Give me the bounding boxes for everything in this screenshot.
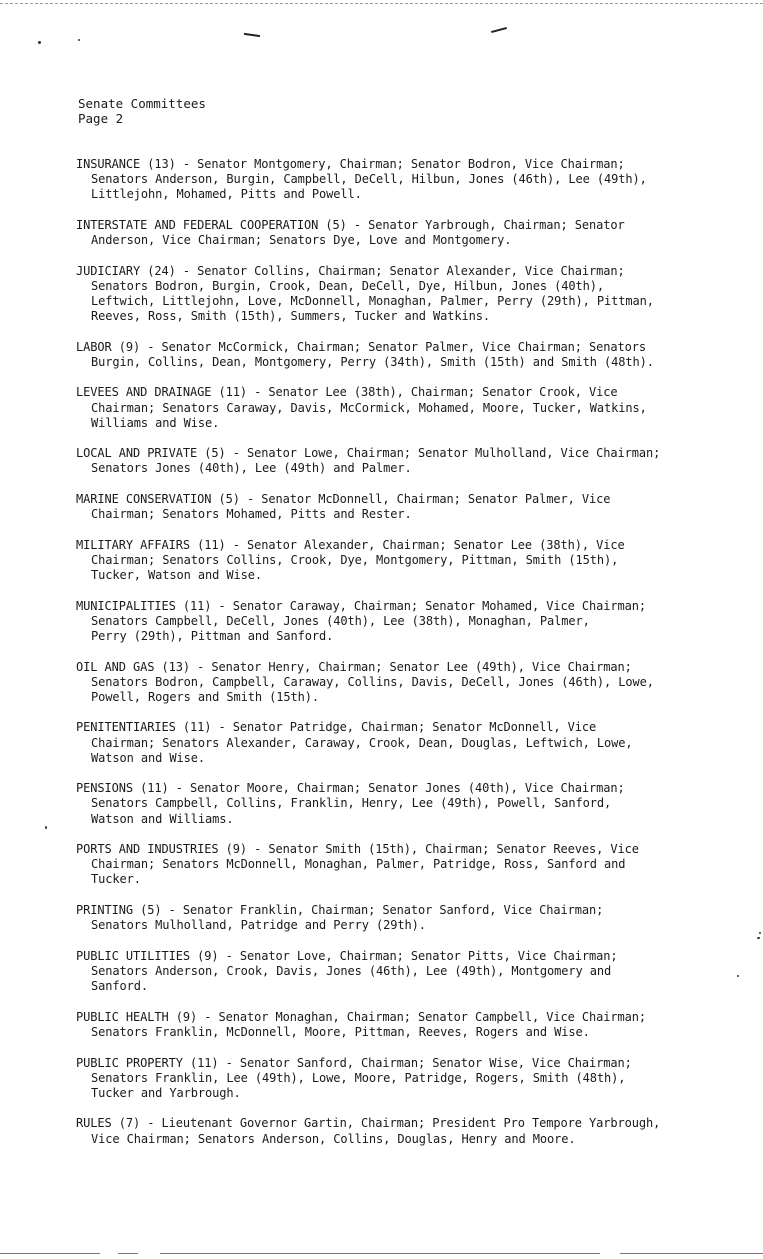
committee-entry: PUBLIC UTILITIES (9) - Senator Love, Chairman; Senator Pitts, Vice Chairman; Senators Anderson, Crook, Davis, Jones (46th), Lee (49th), Montgomery and Sanford. — [76, 948, 618, 994]
bottom-edge-line — [620, 1253, 763, 1254]
committee-entry: PORTS AND INDUSTRIES (9) - Senator Smith (15th), Chairman; Senator Reeves, Vice Chairman; Senators McDonnell, Monaghan, Palmer, Patridge, Ross, Sanford and Tucker. — [76, 842, 639, 887]
committee-entry: JUDICIARY (24) - Senator Collins, Chairman; Senator Alexander, Vice Chairman; Senators Bodron, Burgin, Crook, Dean, DeCell, Dye, Hilbun, Jones (40th), Leftwich, Littlejohn, Love, McDonnell, Monaghan, Palmer, Perry (29th), Pittman, Reeves, Ross, Smith (15th), Summers, Tucker and Watkins. — [76, 263, 654, 323]
scan-dot — [759, 932, 761, 934]
committee-entry: LABOR (9) - Senator McCormick, Chairman; Senator Palmer, Vice Chairman; Senators Burgin, Collins, Dean, Montgomery, Perry (34th), Smith (15th) and Smith (48th). — [76, 339, 654, 369]
committee-list — [76, 157, 696, 1162]
scan-dot — [38, 41, 41, 44]
committee-entry: MARINE CONSERVATION (5) - Senator McDonnell, Chairman; Senator Palmer, Vice Chairman; Senators Mohamed, Pitts and Rester. — [76, 492, 611, 522]
committee-entry: PUBLIC HEALTH (9) - Senator Monaghan, Chairman; Senator Campbell, Vice Chairman; Senators Franklin, McDonnell, Moore, Pittman, Reeves, Rogers and Wise. — [76, 1009, 646, 1039]
scan-dot — [45, 826, 47, 829]
top-edge-line — [0, 3, 763, 4]
committee-entry: PRINTING (5) - Senator Franklin, Chairman; Senator Sanford, Vice Chairman; Senators Mulholland, Patridge and Perry (29th). — [76, 903, 604, 933]
committee-entry: PUBLIC PROPERTY (11) - Senator Sanford, Chairman; Senator Wise, Vice Chairman; Senators Franklin, Lee (49th), Lowe, Moore, Patridge, Rogers, Smith (48th), Tucker and Yarbrough. — [76, 1055, 632, 1100]
document-title: Senate Committees — [78, 96, 206, 111]
bottom-edge-line — [160, 1253, 600, 1254]
committee-entry: LOCAL AND PRIVATE (5) - Senator Lowe, Chairman; Senator Mulholland, Vice Chairman; Senators Jones (40th), Lee (49th) and Palmer. — [76, 446, 661, 476]
committee-entry: LEVEES AND DRAINAGE (11) - Senator Lee (38th), Chairman; Senator Crook, Vice Chairman; Senators Caraway, Davis, McCormick, Mohamed, Moore, Tucker, Watkins, Williams and Wise. — [76, 385, 647, 430]
scan-dot — [737, 975, 739, 977]
committee-entry: INSURANCE (13) - Senator Montgomery, Chairman; Senator Bodron, Vice Chairman; Senators Anderson, Burgin, Campbell, DeCell, Hilbun, Jones (46th), Lee (49th), Littlejohn, Mohamed, Pitts and Powell. — [76, 157, 647, 202]
committee-entry: INTERSTATE AND FEDERAL COOPERATION (5) - Senator Yarbrough, Chairman; Senator Anderson, Vice Chairman; Senators Dye, Love and Montgomery. — [76, 217, 625, 247]
committee-entry: PENITENTIARIES (11) - Senator Patridge, Chairman; Senator McDonnell, Vice Chairman; Senators Alexander, Caraway, Crook, Dean, Douglas, Leftwich, Lowe, Watson and Wise. — [76, 720, 633, 765]
scan-dot — [78, 39, 80, 41]
scan-mark — [491, 27, 507, 33]
scan-mark — [244, 33, 260, 37]
committee-entry: MUNICIPALITIES (11) - Senator Caraway, Chairman; Senator Mohamed, Vice Chairman; Senators Campbell, DeCell, Jones (40th), Lee (38th), Monaghan, Palmer, Perry (29th), Pittman and Sanford. — [76, 598, 646, 643]
bottom-edge-line — [0, 1253, 100, 1254]
page-number: Page 2 — [78, 111, 124, 126]
committee-entry: MILITARY AFFAIRS (11) - Senator Alexander, Chairman; Senator Lee (38th), Vice Chairman; Senators Collins, Crook, Dye, Montgomery, Pittman, Smith (15th), Tucker, Watson and Wise. — [76, 537, 625, 583]
committee-entry: RULES (7) - Lieutenant Governor Gartin, Chairman; President Pro Tempore Yarbrough, Vice Chairman; Senators Anderson, Collins, Douglas, Henry and Moore. — [76, 1116, 661, 1146]
bottom-edge-line — [118, 1253, 138, 1254]
committee-entry: PENSIONS (11) - Senator Moore, Chairman; Senator Jones (40th), Vice Chairman; Senators Campbell, Collins, Franklin, Henry, Lee (49th), Powell, Sanford, Watson and Williams. — [76, 781, 625, 826]
scan-dot — [757, 937, 760, 939]
page-header — [78, 96, 206, 126]
committee-entry: OIL AND GAS (13) - Senator Henry, Chairman; Senator Lee (49th), Vice Chairman; Senators Bodron, Campbell, Caraway, Collins, Davis, DeCell, Jones (46th), Lowe, Powell, Rogers and Smith (15th). — [76, 659, 654, 704]
